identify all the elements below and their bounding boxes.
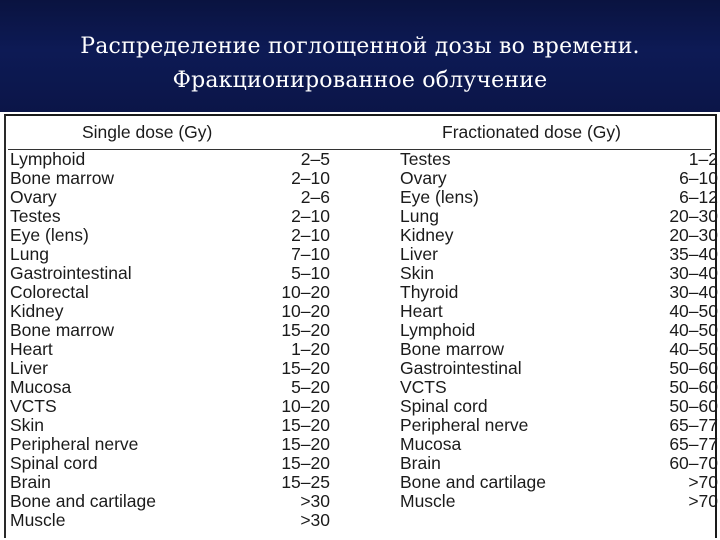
organ-name: Skin — [400, 263, 435, 283]
single-dose-row — [10, 511, 330, 530]
dose-range: 7–10 — [291, 244, 330, 264]
single-dose-row — [10, 340, 330, 359]
dose-range: 15–25 — [281, 472, 330, 492]
single-dose-row — [10, 359, 330, 378]
dose-range: 1–20 — [291, 339, 330, 359]
dose-range: 15–20 — [281, 434, 330, 454]
dose-range: 10–20 — [281, 301, 330, 321]
organ-name: VCTS — [10, 396, 57, 416]
dose-range: 5–10 — [291, 263, 330, 283]
fractionated-dose-row — [400, 473, 718, 492]
organ-name: Liver — [10, 358, 48, 378]
dose-range: >30 — [300, 510, 330, 530]
dose-range: 10–20 — [281, 282, 330, 302]
single-dose-row — [10, 169, 330, 188]
single-dose-row — [10, 302, 330, 321]
single-dose-list — [10, 150, 330, 530]
dose-range: 15–20 — [281, 453, 330, 473]
organ-name: Thyroid — [400, 282, 459, 302]
fractionated-dose-row — [400, 492, 718, 511]
fractionated-dose-row — [400, 397, 718, 416]
organ-name: Spinal cord — [400, 396, 488, 416]
fractionated-dose-row — [400, 169, 718, 188]
organ-name: Peripheral nerve — [10, 434, 139, 454]
dose-range: 30–40 — [669, 282, 718, 302]
fractionated-dose-row — [400, 264, 718, 283]
dose-range: 35–40 — [669, 244, 718, 264]
dose-range: >30 — [300, 491, 330, 511]
dose-range: 2–5 — [300, 149, 330, 169]
dose-range: 2–10 — [291, 168, 330, 188]
dose-range: 60–70 — [669, 453, 718, 473]
dose-range: 5–20 — [291, 377, 330, 397]
single-dose-row — [10, 321, 330, 340]
organ-name: Brain — [400, 453, 441, 473]
organ-name: Peripheral nerve — [400, 415, 529, 435]
organ-name: Brain — [10, 472, 51, 492]
organ-name: VCTS — [400, 377, 447, 397]
dose-range: 2–10 — [291, 225, 330, 245]
organ-name: Muscle — [10, 510, 66, 530]
single-dose-row — [10, 492, 330, 511]
title-banner — [0, 0, 720, 112]
fractionated-dose-row — [400, 207, 718, 226]
single-dose-row — [10, 473, 330, 492]
single-dose-row — [10, 416, 330, 435]
single-dose-row — [10, 245, 330, 264]
fractionated-dose-row — [400, 359, 718, 378]
single-dose-header: Single dose (Gy) — [82, 122, 213, 142]
dose-range: >70 — [688, 491, 718, 511]
organ-name: Lung — [10, 244, 49, 264]
organ-name: Kidney — [400, 225, 454, 245]
fractionated-dose-row — [400, 416, 718, 435]
dose-range: 40–50 — [669, 301, 718, 321]
single-dose-row — [10, 454, 330, 473]
fractionated-dose-row — [400, 340, 718, 359]
dose-range: 2–10 — [291, 206, 330, 226]
organ-name: Kidney — [10, 301, 64, 321]
dose-range: 20–30 — [669, 225, 718, 245]
fractionated-dose-row — [400, 150, 718, 169]
organ-name: Mucosa — [400, 434, 462, 454]
dose-range: 40–50 — [669, 320, 718, 340]
dose-range: 15–20 — [281, 320, 330, 340]
organ-name: Bone marrow — [10, 320, 115, 340]
organ-name: Lymphoid — [10, 149, 86, 169]
organ-name: Lymphoid — [400, 320, 476, 340]
dose-range: 15–20 — [281, 415, 330, 435]
fractionated-dose-row — [400, 454, 718, 473]
slide-title-line-1: Распределение поглощенной дозы во времени. — [80, 34, 640, 59]
dose-range: 40–50 — [669, 339, 718, 359]
organ-name: Gastrointestinal — [10, 263, 132, 283]
fractionated-dose-row — [400, 245, 718, 264]
fractionated-dose-row — [400, 188, 718, 207]
single-dose-row — [10, 283, 330, 302]
dose-range: 65–77 — [669, 434, 718, 454]
single-dose-row — [10, 207, 330, 226]
slide-title — [0, 30, 720, 98]
organ-name: Colorectal — [10, 282, 89, 302]
organ-name: Heart — [400, 301, 443, 321]
organ-name: Testes — [10, 206, 61, 226]
dose-range: 65–77 — [669, 415, 718, 435]
organ-name: Bone marrow — [10, 168, 115, 188]
organ-name: Skin — [10, 415, 45, 435]
single-dose-row — [10, 264, 330, 283]
single-dose-row — [10, 378, 330, 397]
organ-name: Lung — [400, 206, 439, 226]
dose-table — [4, 114, 717, 538]
dose-range: 50–60 — [669, 396, 718, 416]
single-dose-row — [10, 226, 330, 245]
fractionated-dose-row — [400, 302, 718, 321]
slide-title-line-2: Фракционированное облучение — [172, 68, 548, 93]
fractionated-dose-row — [400, 378, 718, 397]
dose-range: 1–2 — [688, 149, 718, 169]
organ-name: Heart — [10, 339, 53, 359]
organ-name: Ovary — [10, 187, 57, 207]
dose-range: 50–60 — [669, 358, 718, 378]
organ-name: Ovary — [400, 168, 447, 188]
organ-name: Mucosa — [10, 377, 72, 397]
dose-range: 50–60 — [669, 377, 718, 397]
fractionated-dose-list — [400, 150, 718, 511]
fractionated-dose-row — [400, 226, 718, 245]
fractionated-dose-row — [400, 321, 718, 340]
organ-name: Eye (lens) — [400, 187, 479, 207]
fractionated-dose-row — [400, 435, 718, 454]
organ-name: Bone and cartilage — [10, 491, 156, 511]
organ-name: Bone marrow — [400, 339, 505, 359]
single-dose-row — [10, 188, 330, 207]
fractionated-dose-header: Fractionated dose (Gy) — [442, 122, 621, 142]
dose-range: 10–20 — [281, 396, 330, 416]
dose-range: 6–12 — [679, 187, 718, 207]
dose-range: 20–30 — [669, 206, 718, 226]
organ-name: Muscle — [400, 491, 456, 511]
organ-name: Testes — [400, 149, 451, 169]
single-dose-row — [10, 435, 330, 454]
dose-range: >70 — [688, 472, 718, 492]
organ-name: Bone and cartilage — [400, 472, 546, 492]
single-dose-row — [10, 150, 330, 169]
single-dose-row — [10, 397, 330, 416]
organ-name: Gastrointestinal — [400, 358, 522, 378]
organ-name: Eye (lens) — [10, 225, 89, 245]
organ-name: Spinal cord — [10, 453, 98, 473]
organ-name: Liver — [400, 244, 438, 264]
dose-range: 6–10 — [679, 168, 718, 188]
dose-range: 2–6 — [300, 187, 330, 207]
fractionated-dose-row — [400, 283, 718, 302]
dose-range: 15–20 — [281, 358, 330, 378]
dose-range: 30–40 — [669, 263, 718, 283]
